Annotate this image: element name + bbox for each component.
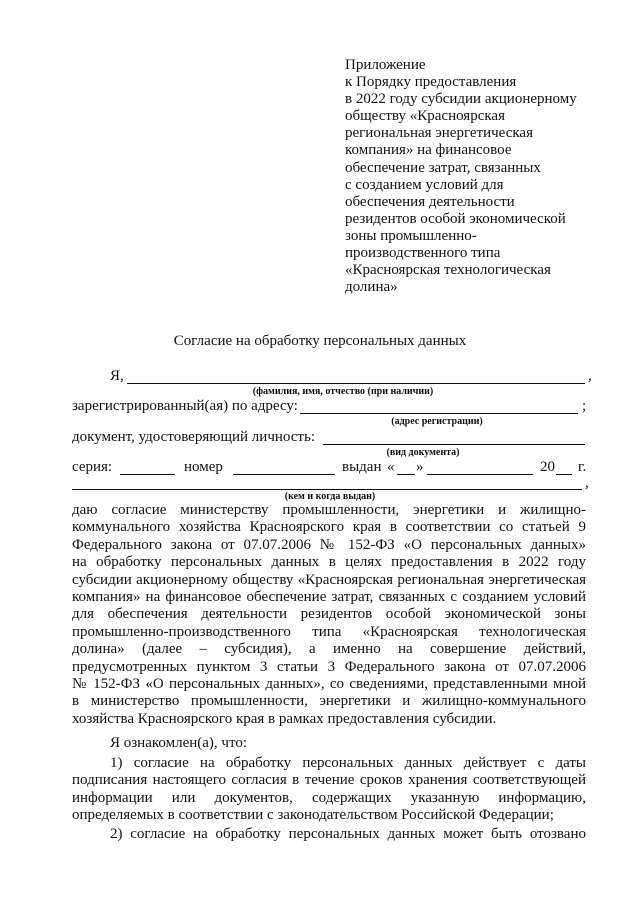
doc-type-field[interactable] — [323, 444, 585, 445]
address-end: ; — [582, 398, 587, 414]
consent-paragraph — [72, 502, 586, 728]
appendix-line: резидентов особой экономической — [345, 210, 566, 227]
appendix-line: в 2022 году субсидии акционерному — [345, 91, 577, 108]
appendix-line: Приложение — [345, 57, 426, 73]
acknowledged-text: Я ознакомлен(а), что: — [110, 735, 247, 751]
appendix-line: обеспечение затрат, связанных — [345, 159, 541, 176]
appendix-line: зоны промышленно- — [345, 227, 477, 244]
quote-close: » — [416, 459, 424, 475]
series-label: серия: — [72, 459, 113, 475]
fio-field[interactable] — [127, 383, 585, 384]
appendix-line: «Красноярская технологическая — [345, 262, 551, 279]
address-field[interactable] — [300, 413, 578, 414]
appendix-block — [345, 57, 595, 296]
ya-label: Я, — [110, 368, 124, 384]
year-suffix: г. — [578, 459, 587, 475]
paragraph-line: хозяйства Красноярского края в рамках предоставления субсидии. — [72, 710, 497, 727]
item-line: определяемых в соответствии с законодательством Российской Федерации; — [72, 807, 554, 824]
paragraph-line: для обеспечения деятельности резидентов особой экономической зоны — [72, 606, 586, 623]
issuer-end: , — [585, 475, 589, 491]
issuer-caption: (кем и когда выдан) — [284, 491, 376, 502]
paragraph-line: компания» на финансовое обеспечение затрат, связанных с созданием условий — [72, 589, 586, 606]
year-prefix: 20 — [540, 459, 555, 475]
item-line: подписания настоящего согласия в течение сроков хранения соответствующей — [72, 772, 586, 789]
paragraph-line: в министерство промышленности, энергетики и жилищно-коммунального — [72, 693, 586, 710]
document-title: Согласие на обработку персональных данных — [173, 333, 467, 349]
series-field[interactable] — [120, 474, 175, 475]
appendix-line: обществу «Красноярская — [345, 108, 505, 125]
appendix-line: обеспечения деятельности — [345, 193, 515, 210]
appendix-line: с созданием условий для — [345, 176, 504, 193]
paragraph-line: № 152-ФЗ «О персональных данных», со сведениями, представленными мной — [72, 676, 586, 693]
paragraph-line: долина» (далее – субсидия), а именно на совершение действий, — [72, 641, 586, 658]
doc-caption: (вид документа) — [386, 447, 460, 458]
address-label: зарегистрированный(ая) по адресу: — [72, 398, 298, 414]
issue-day-field[interactable] — [397, 474, 415, 475]
address-caption: (адрес регистрации) — [391, 416, 483, 427]
appendix-line: к Порядку предоставления — [345, 74, 517, 91]
item-2 — [72, 826, 586, 843]
paragraph-line: субсидии акционерному обществу «Красноярская региональная энергетическая — [72, 571, 586, 588]
paragraph-line: Федерального закона от 07.07.2006 № 152-ФЗ «О персональных данных» — [72, 536, 586, 553]
appendix-line: производственного типа — [345, 245, 501, 262]
appendix-line: региональная энергетическая — [345, 125, 533, 142]
item-line: информации или документов, содержащих указанную информацию, — [72, 789, 586, 806]
doc-label: документ, удостоверяющий личность: — [72, 429, 315, 445]
appendix-line: долина» — [345, 279, 398, 296]
item-1 — [72, 755, 586, 825]
paragraph-line: предусмотренных пунктом 3 статьи 3 Федерального закона от 07.07.2006 — [72, 658, 586, 675]
appendix-line: компания» на финансовое — [345, 142, 512, 159]
fio-caption: (фамилия, имя, отчество (при наличии) — [252, 386, 434, 397]
item-line: 1) согласие на обработку персональных данных действует с даты — [110, 755, 586, 771]
quote-open: « — [387, 459, 395, 475]
ya-end: , — [588, 368, 592, 384]
issue-month-field[interactable] — [427, 474, 533, 475]
paragraph-line: промышленно-производственного типа «Красноярская технологическая — [72, 623, 586, 640]
paragraph-line: на обработку персональных данных в целях предоставления в 2022 году — [72, 554, 586, 571]
issued-label: выдан — [342, 459, 382, 475]
item-line: 2) согласие на обработку персональных данных может быть отозвано — [110, 826, 586, 842]
acknowledged-block — [72, 735, 586, 752]
paragraph-line: коммунального хозяйства Красноярского края в соответствии со статьей 9 — [72, 519, 586, 536]
number-field[interactable] — [233, 474, 335, 475]
issue-year-field[interactable] — [556, 474, 572, 475]
number-label: номер — [184, 459, 223, 475]
paragraph-line: даю согласие министерству промышленности, энергетики и жилищно- — [72, 502, 586, 518]
issuer-field[interactable] — [72, 489, 582, 490]
